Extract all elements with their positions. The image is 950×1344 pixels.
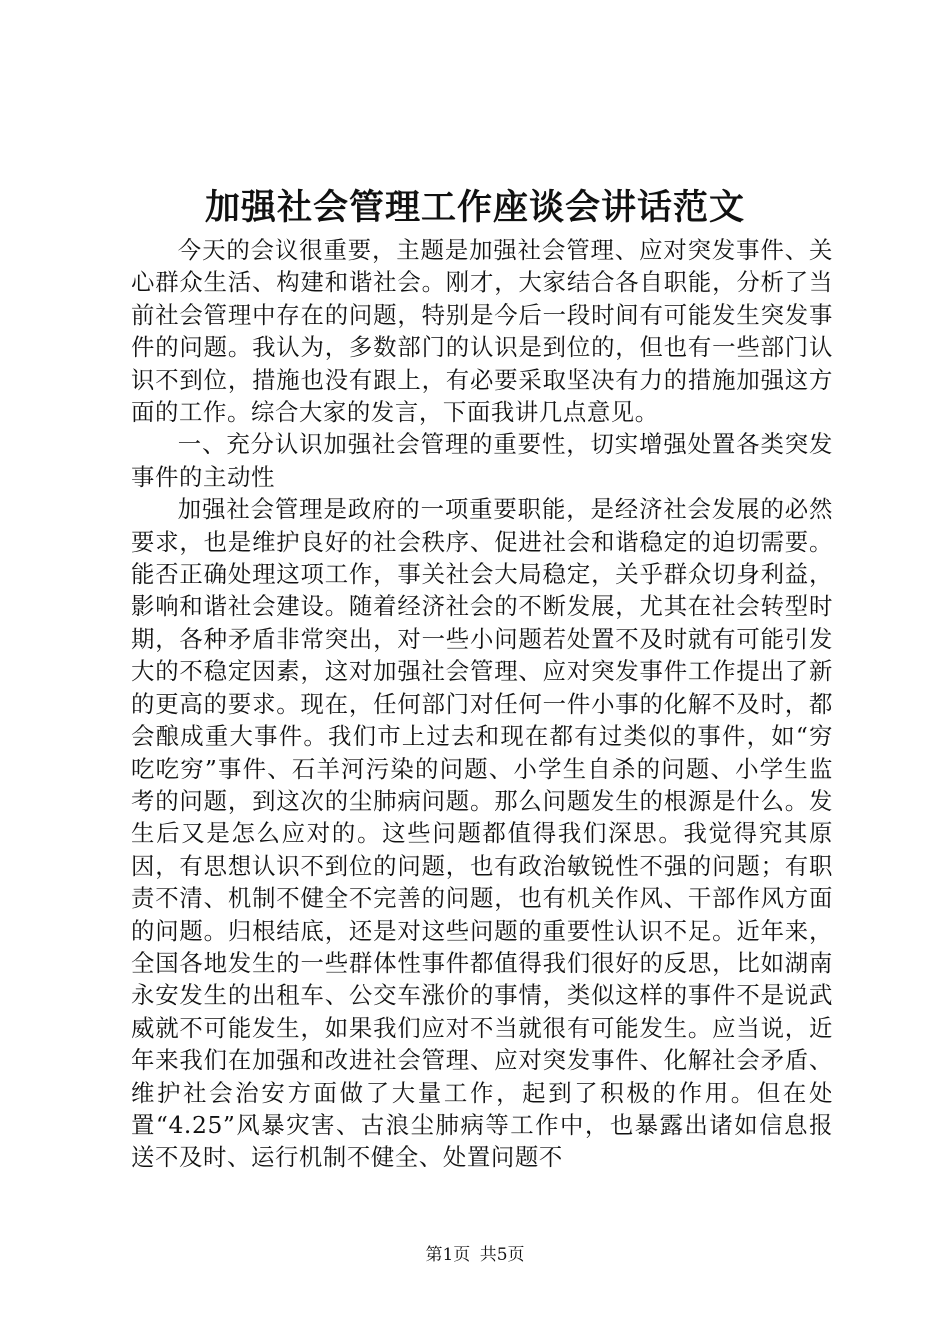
paragraph-section-1: 加强社会管理是政府的一项重要职能，是经济社会发展的必然要求，也是维护良好的社会秩序、促进社会和谐稳定的迫切需要。能否正确处理这项工作，事关社会大局稳定，关乎群众切身利益，影响和谐社会建设。随着经济社会的不断发展，尤其在社会转型时期，各种矛盾非常突出，对一些小问题若处置不及时就有可能引发大的不稳定因素，这对加强社会管理、应对突发事件工作提出了新的更高的要求。现在，任何部门对任何一件小事的化解不及时，都会酿成重大事件。我们市上过去和现在都有过类似的事件，如“穷吃吃穷”事件、石羊河污染的问题、小学生自杀的问题、小学生监考的问题，到这次的尘肺病问题。那么问题发生的根源是什么。发生后又是怎么应对的。这些问题都值得我们深思。我觉得究其原因，有思想认识不到位的问题，也有政治敏锐性不强的问题；有职责不清、机制不健全不完善的问题，也有机关作风、干部作风方面的问题。归根结底，还是对这些问题的重要性认识不足。近年来，全国各地发生的一些群体性事件都值得我们很好的反思，比如湖南永安发生的出租车、公交车涨价的事情，类似这样的事件不是说武威就不可能发生，如果我们应对不当就很有可能发生。应当说，近年来我们在加强和改进社会管理、应对突发事件、化解社会矛盾、维护社会治安方面做了大量工作，起到了积极的作用。但在处置“4.25”风暴灾害、古浪尘肺病等工作中，也暴露出诸如信息报送不及时、运行机制不健全、处置问题不 [131,495,833,1172]
page-total: 共5页 [479,1245,525,1265]
paragraph-intro: 今天的会议很重要，主题是加强社会管理、应对突发事件、关心群众生活、构建和谐社会。刚才，大家结合各自职能，分析了当前社会管理中存在的问题，特别是今后一段时间有可能发生突发事件的问题。我认为，多数部门的认识是到位的，但也有一些部门认识不到位，措施也没有跟上，有必要采取坚决有力的措施加强这方面的工作。综合大家的发言，下面我讲几点意见。 [131,236,833,427]
page-footer [0,1243,950,1267]
section-heading-1: 一、充分认识加强社会管理的重要性，切实增强处置各类突发事件的主动性 [131,430,833,491]
document-title: 加强社会管理工作座谈会讲话范文 [204,187,745,228]
page-number: 第1页 [425,1245,471,1265]
document-body [131,234,833,1174]
